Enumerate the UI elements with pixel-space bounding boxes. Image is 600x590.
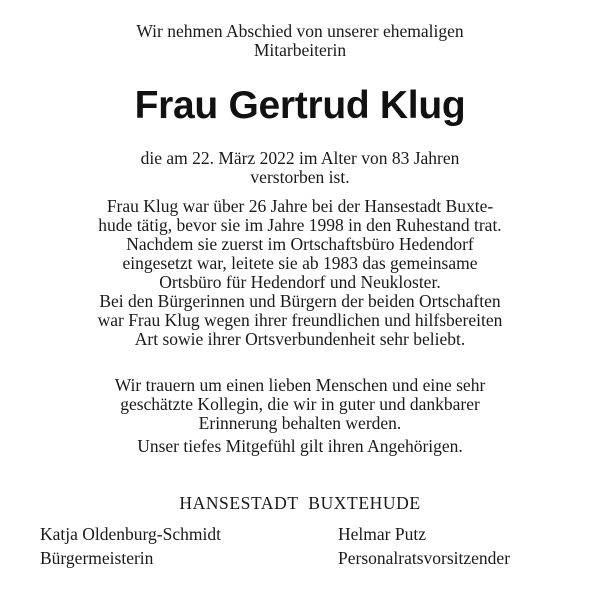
death-date-text	[0, 149, 600, 187]
intro-text	[0, 22, 600, 60]
mourning-line: geschätzte Kollegin, die wir in guter und dankbarer	[120, 394, 480, 414]
condolence-line: Unser tiefes Mitgefühl gilt ihren Angehörigen.	[137, 436, 463, 456]
organization-name: HANSESTADT BUXTEHUDE	[179, 493, 421, 513]
deceased-name: Frau Gertrud Klug	[134, 84, 466, 127]
bio-line: Bei den Bürgerinnen und Bürgern der beiden Ortschaften	[99, 291, 501, 311]
death-line: die am 22. März 2022 im Alter von 83 Jahren	[140, 148, 460, 168]
bio-line: war Frau Klug wegen ihrer freundlichen und hilfsbereiten	[97, 310, 503, 330]
signatory-name: Helmar Putz	[338, 524, 426, 544]
bio-line: Frau Klug war über 26 Jahre bei der Hansestadt Buxte-	[106, 196, 494, 216]
mourning-line: Wir trauern um einen lieben Menschen und eine sehr	[114, 375, 486, 395]
signatory-role: Personalratsvorsitzender	[338, 548, 511, 568]
mourning-line: Erinnerung behalten werden.	[198, 413, 402, 433]
bio-line: Ortsbüro für Hedendorf und Neukloster.	[159, 272, 441, 292]
biography-paragraph	[0, 197, 600, 349]
bio-line: hude tätig, bevor sie im Jahre 1998 in den Ruhestand trat.	[98, 215, 502, 235]
mourning-paragraph	[0, 376, 600, 456]
bio-line: Nachdem sie zuerst im Ortschaftsbüro Hedendorf	[126, 234, 474, 254]
bio-line: Art sowie ihrer Ortsverbundenheit sehr beliebt.	[134, 329, 466, 349]
intro-line: Wir nehmen Abschied von unserer ehemaligen	[136, 21, 464, 41]
intro-line: Mitarbeiterin	[253, 40, 347, 60]
bio-line: eingesetzt war, leitete sie ab 1983 das gemeinsame	[122, 253, 478, 273]
death-line: verstorben ist.	[250, 167, 350, 187]
signatory-name: Katja Oldenburg-Schmidt	[40, 524, 221, 544]
signatory-role: Bürgermeisterin	[40, 548, 154, 568]
